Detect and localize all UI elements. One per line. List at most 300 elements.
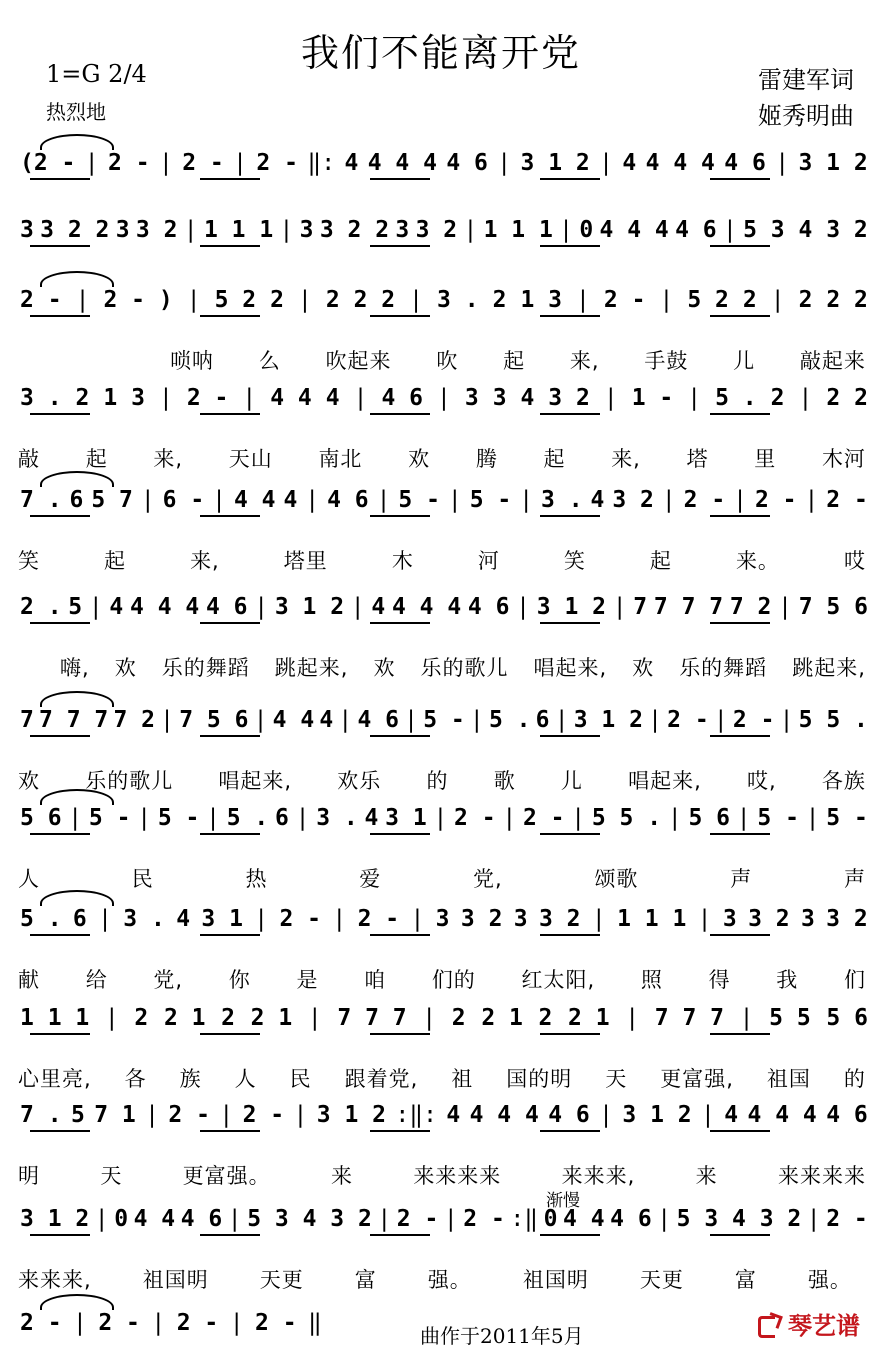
lyric-word: 歌 <box>493 769 516 793</box>
tempo-marking: 热烈地 <box>46 100 106 124</box>
note-group: 4 <box>344 150 359 176</box>
lyric-word: 欢 <box>632 656 655 680</box>
lyric-word: 来 <box>330 1164 353 1188</box>
beam-line <box>370 622 430 624</box>
barline: | <box>254 594 269 620</box>
note-group: 3 <box>395 217 410 243</box>
lyric-word: 乐的歌儿 <box>85 769 174 793</box>
note-group: 4 <box>109 594 124 620</box>
notation-line <box>20 904 868 934</box>
barline: | <box>140 487 155 513</box>
note-group: 5 3 4 3 2 <box>247 1206 372 1232</box>
lyric-word: 天 <box>605 1067 628 1091</box>
lyric-word: 唱起来, <box>533 656 608 680</box>
slur-mark <box>40 134 114 150</box>
barline: | <box>279 217 294 243</box>
barline: | <box>516 594 531 620</box>
notation-line <box>20 1308 322 1338</box>
lyric-word: 来, <box>611 447 641 471</box>
beam-line <box>710 178 770 180</box>
lyric-word: 嗨, <box>60 656 90 680</box>
note-group: 5 . <box>20 906 62 932</box>
barline: | <box>603 385 618 411</box>
note-group: 2 - <box>168 1102 210 1128</box>
note-group: 5 . <box>226 805 269 831</box>
lyric-word: 儿 <box>560 769 583 793</box>
beam-line <box>540 1033 600 1035</box>
note-group: 4 6 <box>205 594 248 620</box>
beam-line <box>710 1130 770 1132</box>
barline: | <box>798 385 813 411</box>
beam-line <box>200 178 260 180</box>
note-group: 4 4 4 <box>645 150 715 176</box>
note-group: 4 4 <box>270 385 312 411</box>
barline: | <box>648 707 662 733</box>
watermark-logo <box>756 1306 860 1341</box>
barline: | <box>137 805 152 831</box>
lyric-word: 的 <box>426 769 449 793</box>
note-group: 3 <box>513 906 528 932</box>
note-group: 2 <box>770 385 785 411</box>
lyric-word: 爱 <box>359 867 382 891</box>
note-group: 0 <box>543 1206 558 1232</box>
note-group: 2 - <box>20 1310 62 1336</box>
barline: | <box>713 707 728 733</box>
note-group: 2 - <box>108 150 150 176</box>
note-group: 6 <box>69 487 84 513</box>
notation-line <box>20 485 868 515</box>
note-group: 7 1 <box>94 1102 136 1128</box>
barline: | <box>253 707 268 733</box>
lyric-word: 红太阳, <box>521 968 596 992</box>
lyric-word: 你 <box>228 968 251 992</box>
beam-line <box>370 833 430 835</box>
lyric-word: 塔 <box>686 447 709 471</box>
note-group: 2 - <box>176 1310 219 1336</box>
note-group: 5 2 <box>214 287 257 313</box>
notation-line <box>20 592 868 622</box>
note-group: 3 1 2 <box>274 594 345 620</box>
beam-line <box>30 413 90 415</box>
barline: | <box>599 150 614 176</box>
beam-line <box>200 622 260 624</box>
lyric-word: 民 <box>289 1067 312 1091</box>
note-group: 5 . <box>488 707 531 733</box>
note-group: 5 3 4 3 2 <box>676 1206 802 1232</box>
barline: | <box>98 906 112 932</box>
note-group: 2 <box>742 287 757 313</box>
barline: | <box>661 487 676 513</box>
beam-line <box>30 934 90 936</box>
lyric-word: 笑 <box>563 549 586 573</box>
note-group: 4 4 4 <box>599 217 669 243</box>
note-group: 4 <box>590 487 605 513</box>
barline: | <box>443 1206 458 1232</box>
note-group: 5 5 <box>769 1005 811 1031</box>
barline: | <box>353 385 368 411</box>
barline: | <box>778 594 792 620</box>
note-group: 2 - <box>186 385 229 411</box>
note-group: 2 <box>75 385 90 411</box>
note-group: 5 5 . <box>591 805 662 831</box>
slur-mark <box>40 890 114 906</box>
note-group: 2 - <box>732 707 775 733</box>
lyric-word: 哎 <box>843 549 866 573</box>
barline: | <box>84 150 99 176</box>
lyric-word: 我 <box>776 968 799 992</box>
key-signature: 1=G 2/4 <box>46 60 147 88</box>
lyric-word: 南北 <box>318 447 363 471</box>
notation-line <box>20 1100 868 1130</box>
note-group: 4 6 <box>826 1102 868 1128</box>
barline: | <box>657 1206 672 1232</box>
note-group: (2 - <box>20 150 76 176</box>
lyric-word: 心里亮, <box>18 1067 92 1091</box>
beam-line <box>540 735 600 737</box>
barline: | <box>736 805 751 831</box>
lyric-word: 起 <box>85 447 108 471</box>
beam-line <box>370 1033 430 1035</box>
barline: | <box>307 1005 322 1031</box>
lyrics-line <box>18 443 866 471</box>
barline: | <box>554 707 569 733</box>
note-group: 2 - <box>463 1206 505 1232</box>
beam-line <box>370 178 430 180</box>
note-group: 3 2 <box>135 217 178 243</box>
note-group: 7 . <box>20 487 62 513</box>
lyrics-line <box>18 1264 852 1292</box>
barline: | <box>519 487 534 513</box>
lyric-word: 来来来, <box>561 1164 636 1188</box>
note-group: 1 1 1 <box>617 906 687 932</box>
barline: | <box>158 385 173 411</box>
note-group: 3 <box>299 217 314 243</box>
slur-mark <box>40 271 114 287</box>
note-group: 0 <box>114 1206 129 1232</box>
note-group: 7 7 7 <box>337 1005 407 1031</box>
note-group: 2 - <box>826 1206 868 1232</box>
note-group: 3 . <box>316 805 358 831</box>
beam-line <box>370 315 430 317</box>
barline: | <box>183 217 198 243</box>
note-group: 4 <box>371 594 386 620</box>
note-group: 3 2 <box>460 906 503 932</box>
barline: | <box>659 287 674 313</box>
beam-line <box>30 735 90 737</box>
beam-line <box>710 622 770 624</box>
lyric-word: 来来来, <box>18 1268 92 1292</box>
note-group: 6 <box>72 906 87 932</box>
note-group: 2 2 2 <box>798 287 868 313</box>
note-group: 2 2 <box>826 385 868 411</box>
note-group: 3 <box>435 906 450 932</box>
barline: | <box>770 287 785 313</box>
lyric-word: 人 <box>18 867 40 891</box>
lyric-word: 乐的舞蹈 <box>161 656 250 680</box>
beam-line <box>710 515 770 517</box>
barline: :‖: <box>395 1102 437 1128</box>
note-group: 7 5 6 <box>798 594 868 620</box>
note-group: 4 6 <box>675 217 717 243</box>
beam-line <box>710 833 770 835</box>
note-group: 4 <box>364 805 379 831</box>
notation-line <box>20 803 868 833</box>
note-group: 2 - <box>522 805 565 831</box>
lyric-word: 敲起来 <box>799 349 866 373</box>
barline: | <box>75 287 90 313</box>
note-group: 3 2 <box>548 385 590 411</box>
note-group: 3 1 <box>385 805 427 831</box>
barline: | <box>422 1005 437 1031</box>
note-group: 3 2 <box>415 217 458 243</box>
note-group: 5 5 . <box>798 707 868 733</box>
barline: | <box>219 1102 234 1128</box>
barline: | <box>806 1206 821 1232</box>
song-title: 我们不能离开党 <box>300 31 581 75</box>
note-group: 7 . <box>20 1102 62 1128</box>
barline: | <box>305 487 320 513</box>
beam-line <box>540 622 600 624</box>
lyric-word: 起 <box>104 549 127 573</box>
note-group: 2 <box>451 1005 466 1031</box>
beam-line <box>370 1234 430 1236</box>
barline: | <box>88 594 103 620</box>
beam-line <box>30 1234 90 1236</box>
note-group: 4 <box>724 1102 739 1128</box>
lyric-word: 唢呐 <box>170 349 214 373</box>
note-group: 3 <box>115 217 130 243</box>
note-group: 3 1 2 <box>520 150 590 176</box>
beam-line <box>540 315 600 317</box>
barline: | <box>350 594 365 620</box>
barline: | <box>295 805 310 831</box>
lyric-word: 热 <box>245 867 268 891</box>
note-group: 5 - <box>157 805 200 831</box>
lyric-word: 手鼓 <box>644 349 689 373</box>
barline: | <box>68 805 83 831</box>
note-group: 3 . <box>20 385 62 411</box>
note-group: 1 - <box>631 385 674 411</box>
lyric-word: 给 <box>85 968 108 992</box>
barline: | <box>433 805 448 831</box>
note-group: 1 1 1 <box>20 1005 90 1031</box>
lyric-word: 唱起来, <box>628 769 702 793</box>
barline: | <box>410 906 425 932</box>
note-group: 2 1 <box>163 1005 206 1031</box>
note-group: 4 4 4 <box>130 594 200 620</box>
note-group: 0 <box>579 217 594 243</box>
lyric-word: 的 <box>843 1067 866 1091</box>
lyric-word: 颂歌 <box>594 867 639 891</box>
note-group: 4 6 <box>610 1206 652 1232</box>
note-group: 2 - <box>255 1310 297 1336</box>
note-group: 4 6 <box>446 150 488 176</box>
beam-line <box>200 413 260 415</box>
beam-line <box>30 515 90 517</box>
logo-icon <box>756 1312 782 1336</box>
barline: | <box>612 594 627 620</box>
beam-line <box>540 245 600 247</box>
beam-line <box>200 245 260 247</box>
barline: | <box>591 906 606 932</box>
note-group: 1 1 1 <box>203 217 274 243</box>
barline: | <box>701 1102 715 1128</box>
barline: | <box>73 1310 87 1336</box>
beam-line <box>370 413 430 415</box>
note-group: 5 - <box>423 707 465 733</box>
beam-line <box>540 413 600 415</box>
note-group: 3 . <box>123 906 165 932</box>
note-group: 4 6 <box>381 385 424 411</box>
note-group: 7 2 <box>729 594 772 620</box>
note-group: 3 1 2 <box>622 1102 692 1128</box>
lyric-word: 天更 <box>639 1268 684 1292</box>
barline: | <box>437 385 451 411</box>
note-group: 2 - <box>754 487 797 513</box>
beam-line <box>710 735 770 737</box>
lyric-word: 么 <box>258 349 281 373</box>
note-group: 1 3 <box>520 287 563 313</box>
note-group: 3 1 2 <box>20 1206 90 1232</box>
note-group: 4 4 <box>272 707 315 733</box>
note-group: 4 <box>446 1102 461 1128</box>
lyric-word: 木 <box>391 549 414 573</box>
note-group: 3 1 <box>201 906 243 932</box>
barline: | <box>805 805 820 831</box>
barline: | <box>145 1102 159 1128</box>
lyric-word: 强。 <box>807 1268 852 1292</box>
note-group: 5 <box>70 1102 85 1128</box>
lyricist-credit: 雷建军词 <box>758 66 854 94</box>
lyric-word: 各族 <box>821 769 866 793</box>
lyric-word: 声 <box>730 867 753 891</box>
note-group: 2 - ) <box>103 287 173 313</box>
barline: | <box>559 217 574 243</box>
note-group: 4 6 <box>327 487 369 513</box>
lyric-word: 们 <box>843 968 866 992</box>
lyric-word: 哎, <box>747 769 777 793</box>
notation-line <box>20 383 868 413</box>
notation-line <box>20 1204 868 1234</box>
lyric-word: 来, <box>153 447 184 471</box>
beam-line <box>30 178 90 180</box>
notation-line <box>20 215 868 245</box>
lyric-word: 欢 <box>373 656 396 680</box>
barline: ‖: <box>307 150 336 176</box>
note-group: 6 <box>275 805 289 831</box>
notation-line <box>20 1003 868 1033</box>
lyric-word: 人 <box>234 1067 257 1091</box>
lyric-word: 乐的舞蹈 <box>679 656 768 680</box>
slur-mark <box>40 691 114 707</box>
barline: | <box>599 1102 614 1128</box>
barline: | <box>332 906 347 932</box>
barline: | <box>227 1206 242 1232</box>
note-group: 5 6 <box>688 805 731 831</box>
note-group: 3 <box>722 906 737 932</box>
beam-line <box>370 515 430 517</box>
lyric-word: 民 <box>131 867 154 891</box>
note-group: 7 5 6 <box>179 707 249 733</box>
beam-line <box>30 833 90 835</box>
lyric-word: 得 <box>708 968 731 992</box>
lyric-word: 各 <box>124 1067 147 1091</box>
watermark-text: 琴艺谱 <box>788 1312 860 1340</box>
lyric-word: 强。 <box>427 1268 472 1292</box>
lyric-word: 来来来来 <box>777 1164 866 1188</box>
lyric-word: 跟着党, <box>344 1067 419 1091</box>
lyric-word: 祖国明 <box>522 1268 589 1292</box>
note-group: 5 3 4 3 2 <box>743 217 868 243</box>
lyric-word: 跳起来, <box>792 656 866 680</box>
note-group: 6 - <box>162 487 205 513</box>
barline: | <box>463 217 478 243</box>
barline: | <box>186 287 201 313</box>
note-group: 2 - <box>454 805 496 831</box>
note-group: 4 4 <box>563 1206 605 1232</box>
note-group: 3 . <box>437 287 479 313</box>
notation-line <box>20 148 868 178</box>
barline: | <box>212 487 226 513</box>
barline: | <box>151 1310 166 1336</box>
slur-mark <box>40 1294 114 1310</box>
lyric-word: 乐的歌儿 <box>420 656 509 680</box>
note-group: 5 2 <box>687 287 729 313</box>
barline: | <box>502 805 517 831</box>
lyric-word: 是 <box>296 968 319 992</box>
barline: | <box>733 487 747 513</box>
note-group: 3 <box>464 385 479 411</box>
lyric-word: 声 <box>843 867 866 891</box>
lyric-word: 献 <box>18 968 40 992</box>
note-group: 2 1 <box>250 1005 293 1031</box>
barline: | <box>160 707 175 733</box>
note-group: 2 <box>221 1005 235 1031</box>
barline: | <box>697 906 712 932</box>
notation-line <box>20 285 868 315</box>
note-group: 3 2 <box>748 906 790 932</box>
lyric-word: 里 <box>754 447 777 471</box>
note-group: 2 - <box>20 287 62 313</box>
lyrics-line <box>18 1063 866 1091</box>
barline: | <box>242 385 257 411</box>
lyrics-line <box>170 345 866 373</box>
lyric-word: 们的 <box>431 968 476 992</box>
lyric-word: 照 <box>640 968 663 992</box>
note-group: 2 1 <box>481 1005 523 1031</box>
note-group: 3 2 <box>612 487 654 513</box>
beam-line <box>710 934 770 936</box>
note-group: 2 - <box>279 906 322 932</box>
lyric-word: 天更 <box>259 1268 304 1292</box>
note-group: 4 4 4 <box>367 150 437 176</box>
note-group: 3 . <box>541 487 583 513</box>
note-group: 4 6 <box>548 1102 590 1128</box>
lyric-word: 吹起来 <box>325 349 392 373</box>
beam-line <box>710 1234 770 1236</box>
note-group: 7 7 7 <box>39 707 109 733</box>
note-group: 7 7 7 <box>654 1005 724 1031</box>
ritardando-marking: 渐慢 <box>546 1191 580 1211</box>
beam-line <box>30 245 90 247</box>
lyric-word: 天山 <box>228 447 273 471</box>
note-group: 2 - <box>256 150 298 176</box>
barline: :‖ <box>510 1206 539 1232</box>
note-group: 4 4 4 <box>469 1102 539 1128</box>
lyric-word: 来, <box>569 349 600 373</box>
note-group: 2 <box>492 287 507 313</box>
barline: | <box>687 385 702 411</box>
